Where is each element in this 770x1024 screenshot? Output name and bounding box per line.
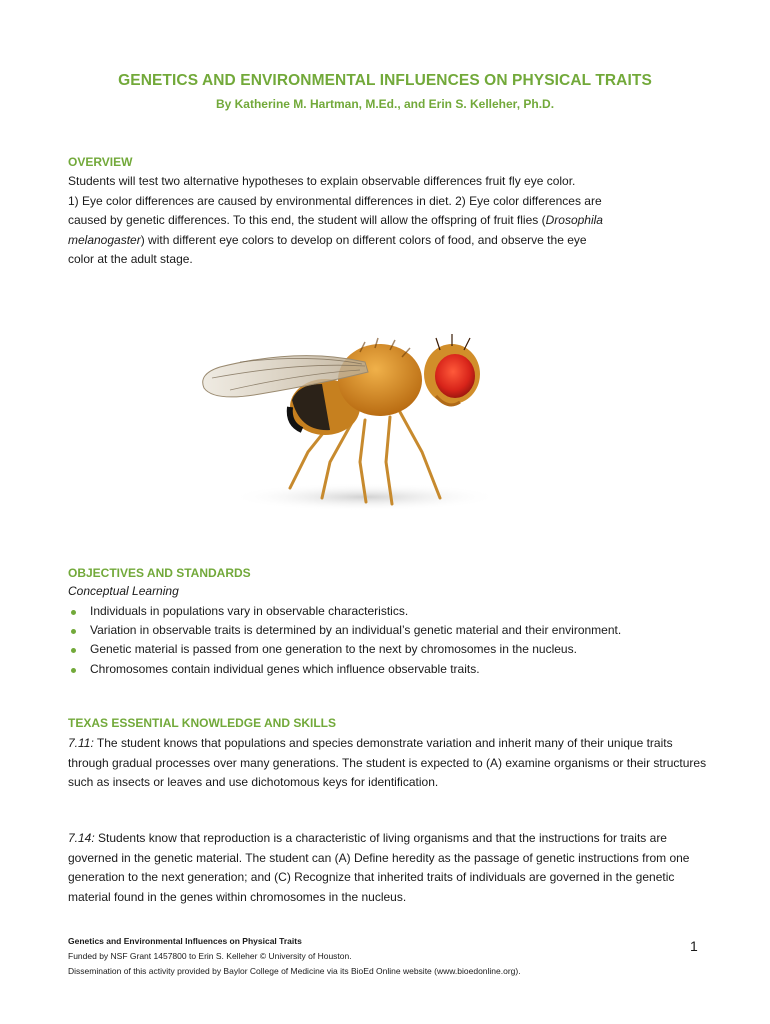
list-item: Chromosomes contain individual genes which influence observable traits. (68, 660, 708, 679)
page-number: 1 (690, 938, 698, 954)
footer-dissemination: Dissemination of this activity provided by Baylor College of Medicine via its BioEd Online website (www.bioedonline.org). (68, 966, 521, 976)
list-item: Variation in observable traits is determined by an individual’s genetic material and their environment. (68, 621, 708, 640)
standard-label: 7.11: (68, 736, 94, 750)
overview-line: 1) Eye color differences are caused by environmental differences in diet. 2) Eye color differences are (68, 193, 602, 208)
document-authors: By Katherine M. Hartman, M.Ed., and Erin S. Kelleher, Ph.D. (215, 97, 555, 111)
species-epithet: melanogaster (68, 232, 141, 247)
standard-label: 7.14: (68, 831, 95, 845)
overview-text: caused by genetic differences. To this end, the student will allow the offspring of fruit flies ( (68, 213, 546, 227)
objectives-heading: OBJECTIVES AND STANDARDS (68, 566, 251, 580)
species-genus: Drosophila (545, 213, 603, 227)
overview-line (68, 231, 708, 251)
teks-714-paragraph (68, 829, 708, 907)
list-item: Individuals in populations vary in observable characteristics. (68, 602, 708, 621)
overview-line: Students will test two alternative hypotheses to explain observable differences fruit fly eye color. (68, 174, 576, 188)
teks-heading: TEXAS ESSENTIAL KNOWLEDGE AND SKILLS (68, 716, 337, 730)
footer-funding: Funded by NSF Grant 1457800 to Erin S. Kelleher © University of Houston. (68, 951, 352, 961)
list-item: Genetic material is passed from one generation to the next by chromosomes in the nucleus. (68, 640, 708, 659)
fruit-fly-image (190, 312, 510, 517)
overview-line: color at the adult stage. (68, 252, 193, 266)
teks-711-paragraph (68, 734, 708, 793)
document-title: GENETICS AND ENVIRONMENTAL INFLUENCES ON PHYSICAL TRAITS (118, 72, 652, 89)
overview-text: ) with different eye colors to develop on different colors of food, and observe the eye (140, 232, 587, 247)
objectives-subheading: Conceptual Learning (68, 584, 179, 598)
overview-paragraph (68, 172, 708, 270)
objectives-list (68, 602, 708, 679)
overview-line (68, 211, 708, 231)
footer-title: Genetics and Environmental Influences on Physical Traits (68, 936, 302, 946)
standard-text: Students know that reproduction is a characteristic of living organisms and that the instructions for traits are governed in the genetic material. The student can (A) Define heredity as the passage of genetic instructions from one generation to the next generation; and (C) Recognize that inherited traits of individuals are governed in the genetic material found in the genes within chromosomes in the nucleus. (68, 831, 690, 904)
overview-heading: OVERVIEW (68, 155, 133, 169)
standard-text: The student knows that populations and species demonstrate variation and inherit many of their unique traits through gradual processes over many generations. The student is expected to (A) examine organisms or their structures such as insects or leaves and use dichotomous keys for identification. (68, 736, 707, 789)
